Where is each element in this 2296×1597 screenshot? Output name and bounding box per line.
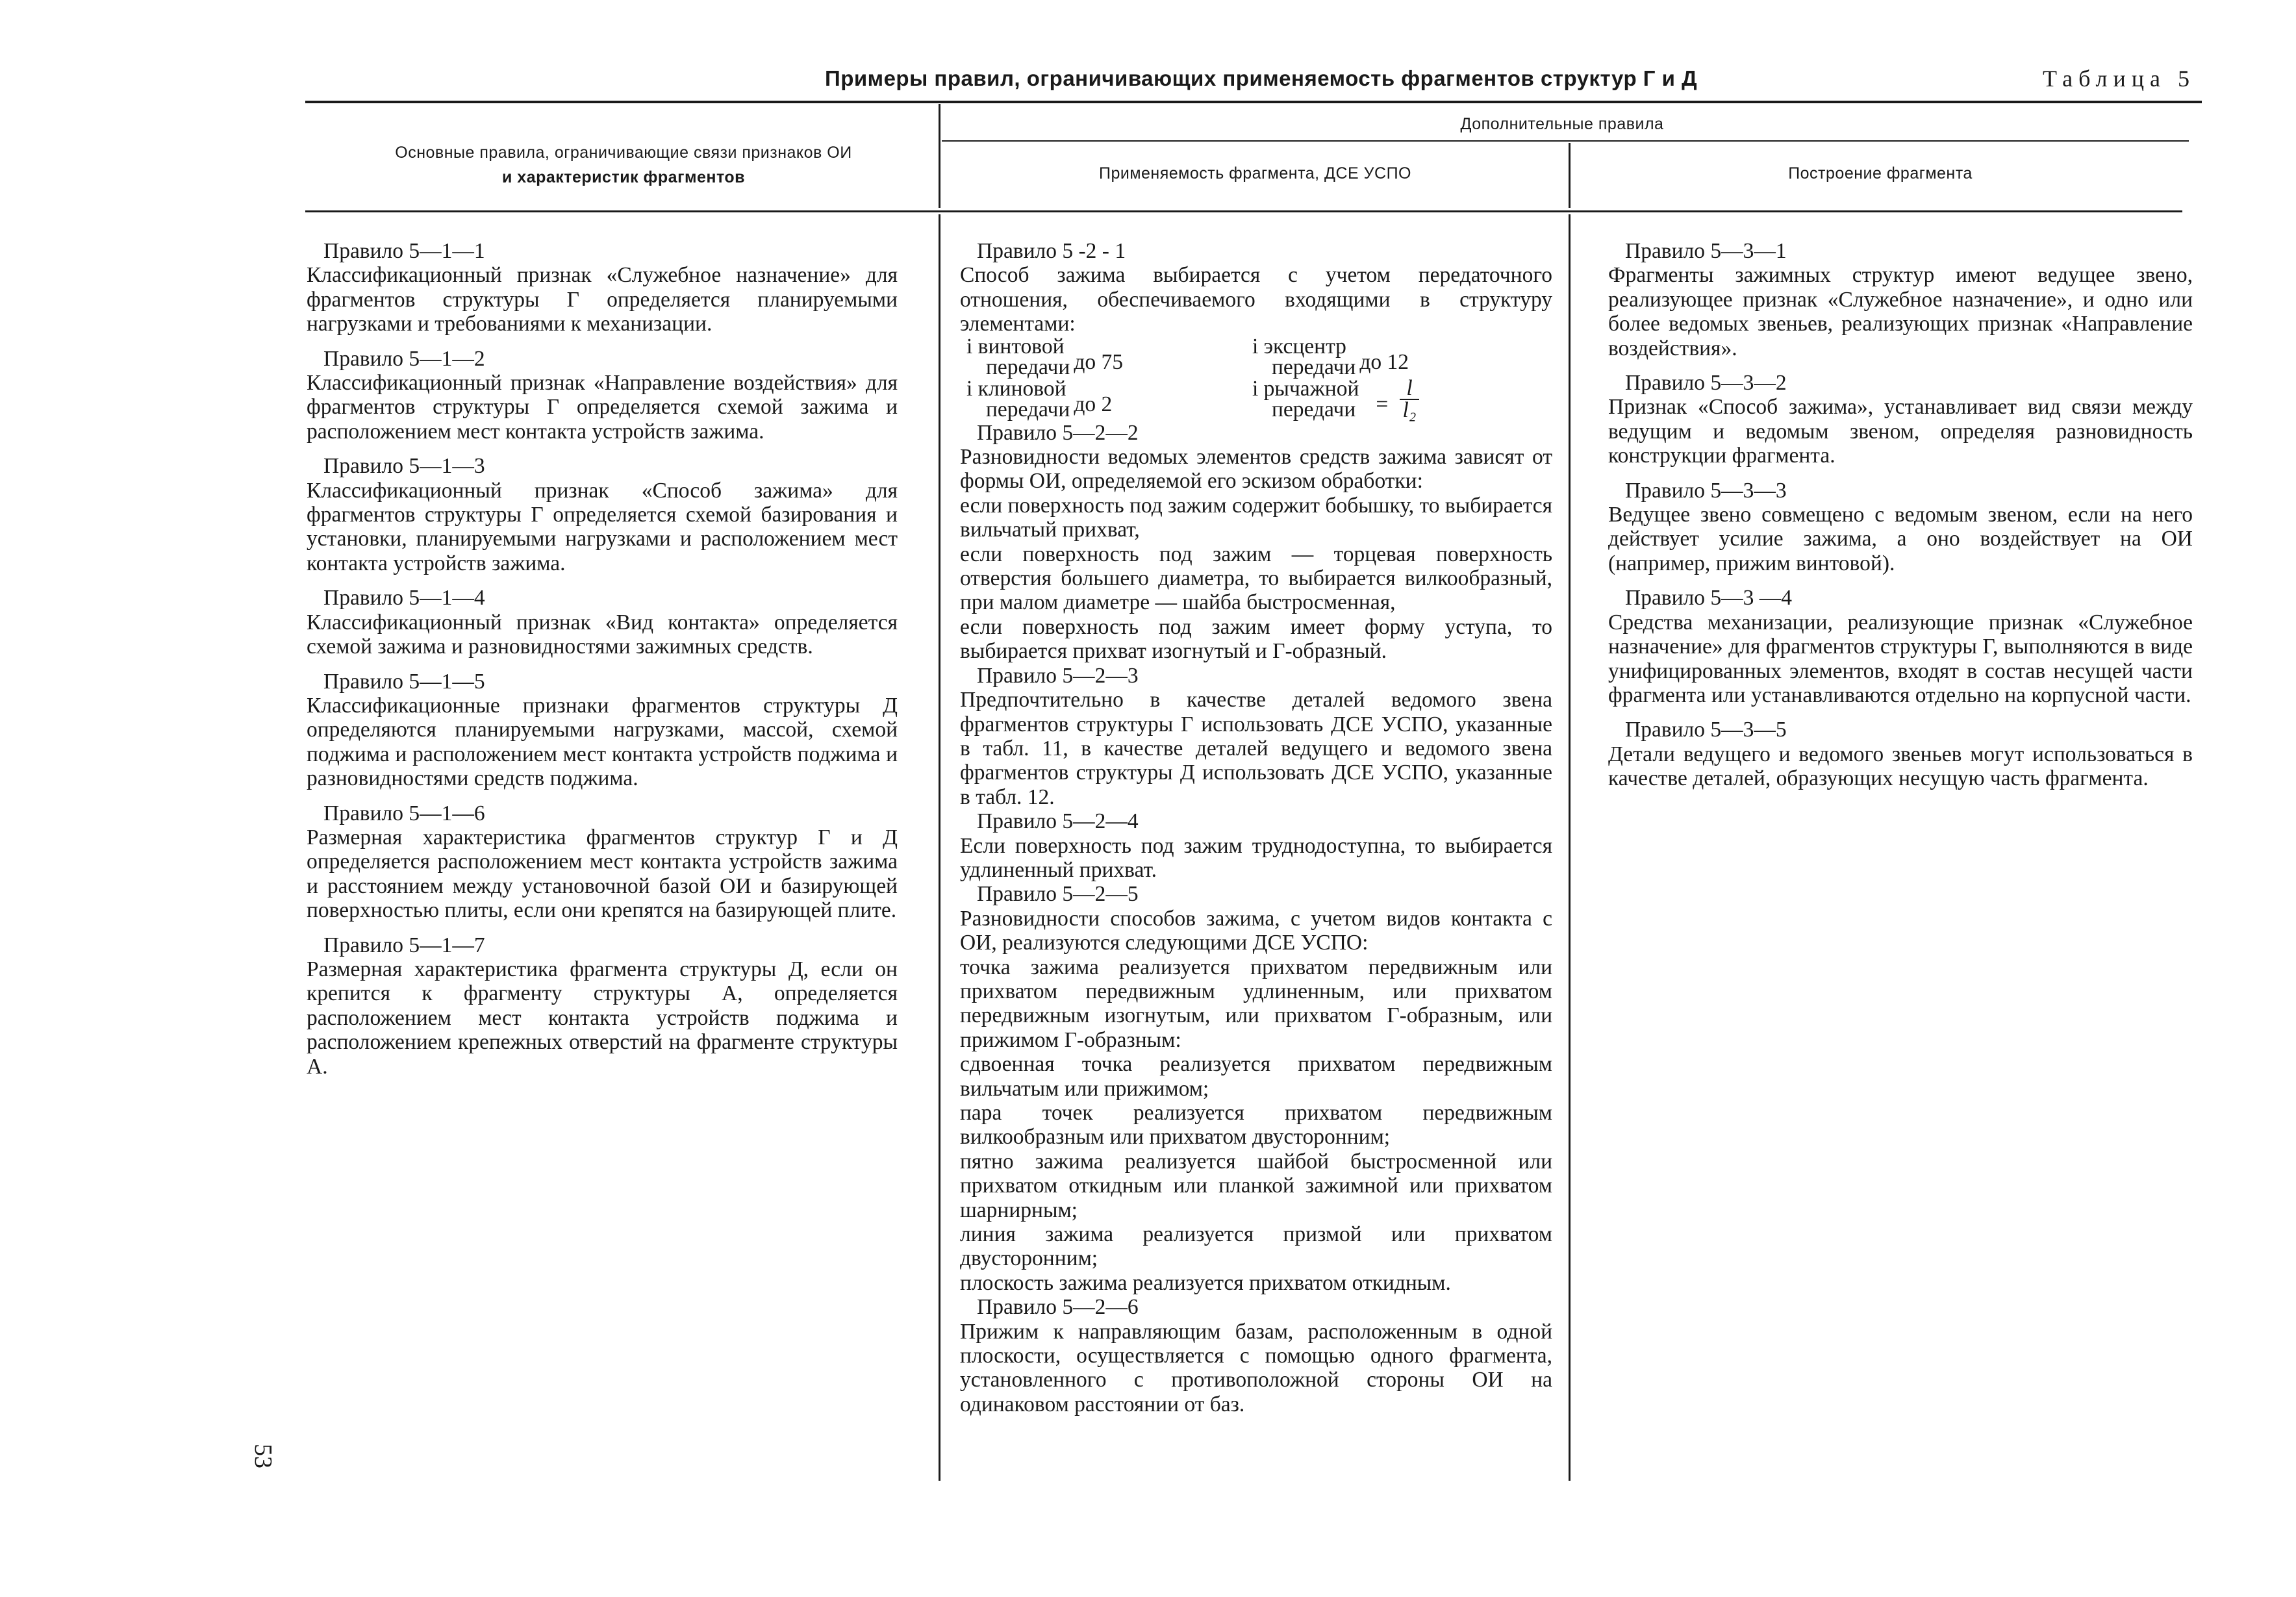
rule-5-2-5-case-1: точка зажима реализуется прихватом передвижным или прихватом передвижным удлиненным, или прихватом передвижным изогнутым, или прихватом Г-образным, или прижимом Г-образным: <box>960 955 1552 1052</box>
rule-5-1-6-title: Правило 5—1—6 <box>323 801 485 825</box>
rule-5-2-5-text: Разновидности способов зажима, с учетом видов контакта с ОИ, реализуются следующими ДСЕ УСПО: <box>960 906 1552 955</box>
ratio-lever-fraction <box>1400 375 1419 422</box>
rule-5-2-6-title: Правило 5—2—6 <box>977 1295 1139 1320</box>
ratio-wedge-value: до 2 <box>1074 392 1113 416</box>
page-number: 53 <box>249 1444 277 1468</box>
ratio-ecc-i: i эксцентр <box>1252 334 1346 358</box>
col1-header-line1: Основные правила, ограничивающие связи признаков ОИ <box>395 144 852 162</box>
extra-rules-underline <box>942 140 2189 142</box>
col1-header <box>318 140 929 190</box>
col3-header: Построение фрагмента <box>1788 164 1973 182</box>
ratio-ecc-value: до 12 <box>1359 349 1409 374</box>
rule-5-3-1-text: Фрагменты зажимных структур имеют ведущее звено, реализующее признак «Служебное назначение», и одно или более ведомых звеньев, реализующих признак «Направление воздействия». <box>1608 263 2193 360</box>
header-divider-2 <box>1569 143 1571 208</box>
rule-5-3-3-title: Правило 5—3—3 <box>1625 478 1787 503</box>
rule-5-2-1-text: Способ зажима выбирается с учетом передаточного отношения, обеспечиваемого входящими в структуру элементами: <box>960 263 1552 336</box>
rule-5-2-2-case-3: если поверхность под зажим имеет форму уступа, то выбирается прихват изогнутый и Г-образный. <box>960 614 1552 664</box>
rule-5-1-3-title: Правило 5—1—3 <box>323 454 485 479</box>
table-number: Таблица 5 <box>2043 66 2195 92</box>
header-divider-1 <box>939 104 940 208</box>
rule-5-2-2-text: Разновидности ведомых элементов средств зажима зависят от формы ОИ, определяемой его эскизом обработки: <box>960 445 1552 494</box>
rule-5-3-5-text: Детали ведущего и ведомого звеньев могут использоваться в качестве деталей, образующих несущую часть фрагмента. <box>1608 742 2193 791</box>
rule-5-1-4-title: Правило 5—1—4 <box>323 586 485 610</box>
rule-5-1-3-text: Классификационный признак «Способ зажима» для фрагментов структуры Г определяется схемой базирования и установки, планируемыми нагрузками и расположением мест контакта устройств зажима. <box>307 478 898 575</box>
rule-5-1-4-text: Классификационный признак «Вид контакта» определяется схемой зажима и разновидностями зажимных средств. <box>307 610 898 659</box>
rule-5-2-2-title: Правило 5—2—2 <box>977 420 1139 445</box>
ratio-lever-i: i рычажной <box>1252 376 1359 401</box>
ratio-eccentric <box>1252 336 1512 378</box>
rule-5-2-5-case-2: сдвоенная точка реализуется прихватом передвижным вильчатым или прижимом; <box>960 1052 1552 1101</box>
rule-5-1-1-title: Правило 5—1—1 <box>323 239 485 263</box>
col1-rules <box>307 239 898 1079</box>
rule-5-2-5-case-6: плоскость зажима реализуется прихватом откидным. <box>960 1270 1451 1295</box>
rule-5-1-2-title: Правило 5—1—2 <box>323 346 485 371</box>
gear-ratio-list <box>966 336 1552 421</box>
ratio-lever-denominator: l₂ <box>1402 397 1417 422</box>
ratio-wedge-i: i клиновой <box>966 376 1066 401</box>
rule-5-2-5-case-4: пятно зажима реализуется шайбой быстросменной или прихватом откидным или планкой зажимной или прихватом шарнирным; <box>960 1149 1552 1222</box>
rule-5-2-6-text: Прижим к направляющим базам, расположенным в одной плоскости, осуществляется с помощью одного фрагмента, установленного с противоположной стороны ОИ на одинаковом расстоянии от баз. <box>960 1319 1552 1416</box>
col3-rules <box>1608 239 2193 791</box>
ratio-screw <box>966 336 1246 378</box>
ratio-lever-name: передачи <box>1272 397 1356 421</box>
col1-header-line2: и характеристик фрагментов <box>501 168 746 186</box>
col2-rules <box>960 239 1552 1416</box>
ratio-wedge <box>966 378 1246 421</box>
rule-5-2-5-case-3: пара точек реализуется прихватом передвижным вилкообразным или прихватом двусторонним; <box>960 1101 1552 1150</box>
rule-5-3-4-title: Правило 5—3 —4 <box>1625 586 1793 610</box>
rule-5-1-2-text: Классификационный признак «Направление воздействия» для фрагментов структуры Г определяется схемой зажима и расположением мест контакта устройств зажима. <box>307 371 898 444</box>
ratio-lever-numerator: l <box>1400 378 1419 400</box>
extra-rules-header: Дополнительные правила <box>1460 115 1664 133</box>
rule-5-3-5-title: Правило 5—3—5 <box>1625 718 1787 742</box>
rule-5-1-1-text: Классификационный признак «Служебное назначение» для фрагментов структуры Г определяется планируемыми нагрузками и требованиями к механизации. <box>307 263 898 336</box>
ratio-ecc-name: передачи <box>1272 355 1356 379</box>
rule-5-2-3-text: Предпочтительно в качестве деталей ведомого звена фрагментов структуры Г использовать ДСЕ УСПО, указанные в табл. 11, в качестве деталей ведущего и ведомого звена фрагментов структуры Д использовать ДСЕ УСПО, указанные в табл. 12. <box>960 688 1552 809</box>
rule-5-2-1-title: Правило 5 -2 - 1 <box>977 239 1126 263</box>
rule-5-3-2-title: Правило 5—3—2 <box>1625 371 1787 396</box>
top-rule <box>305 101 2202 103</box>
rule-5-1-7-text: Размерная характеристика фрагмента структуры Д, если он крепится к фрагменту структуры А, определяется расположением мест контакта устройств поджима и расположением крепежных отверстий на фрагменте структуры А. <box>307 957 898 1079</box>
rule-5-2-2-case-2: если поверхность под зажим — торцевая поверхность отверстия большего диаметра, то выбирается вилкообразный, при малом диаметре — шайба быстросменная, <box>960 542 1552 615</box>
table-caption: Примеры правил, ограничивающих применяемость фрагментов структур Г и Д <box>825 66 1698 90</box>
ratio-screw-i: i винтовой <box>966 334 1065 358</box>
rule-5-1-7-title: Правило 5—1—7 <box>323 933 485 957</box>
rule-5-3-3-text: Ведущее звено совмещено с ведомым звеном, если на него действует усилие зажима, а оно воздействует на ОИ (например, прижим винтовой). <box>1608 503 2193 575</box>
col2-header: Применяемость фрагмента, ДСЕ УСПО <box>1098 164 1411 182</box>
rule-5-3-2-text: Признак «Способ зажима», устанавливает вид связи между ведущим и ведомым звеном, определяя разновидность конструкции фрагмента. <box>1608 395 2193 468</box>
ratio-screw-value: до 75 <box>1074 349 1123 374</box>
body-divider-2 <box>1569 214 1571 1481</box>
header-bottom-rule <box>305 210 2182 212</box>
rule-5-2-5-title: Правило 5—2—5 <box>977 882 1139 907</box>
rule-5-1-5-title: Правило 5—1—5 <box>323 669 485 694</box>
ratio-wedge-name: передачи <box>986 397 1070 421</box>
rule-5-3-4-text: Средства механизации, реализующие признак «Служебное назначение» для фрагментов структуры Г, выполняются в виде унифицированных элементов, входят в состав несущей части фрагмента или устанавливаются отдельно на корпусной части. <box>1608 610 2193 707</box>
rule-5-2-4-text: Если поверхность под зажим труднодоступна, то выбирается удлиненный прихват. <box>960 833 1552 882</box>
rule-5-2-3-title: Правило 5—2—3 <box>977 663 1139 688</box>
rule-5-1-6-text: Размерная характеристика фрагментов структур Г и Д определяется расположением мест контакта устройств зажима и расстоянием между установочной базой ОИ и базирующей поверхностью плиты, если они крепятся на базирующей плите. <box>307 825 898 923</box>
rule-5-2-2-case-1: если поверхность под зажим содержит бобышку, то выбирается вильчатый прихват, <box>960 493 1552 542</box>
rule-5-3-1-title: Правило 5—3—1 <box>1625 239 1787 263</box>
rule-5-2-5-case-5: линия зажима реализуется призмой или прихватом двусторонним; <box>960 1222 1552 1271</box>
body-divider-1 <box>939 214 940 1481</box>
rule-5-2-4-title: Правило 5—2—4 <box>977 809 1139 834</box>
ratio-lever-eq: = <box>1376 392 1389 416</box>
ratio-lever <box>1252 375 1512 422</box>
ratio-screw-name: передачи <box>986 355 1070 379</box>
rule-5-1-5-text: Классификационные признаки фрагментов структуры Д определяются планируемыми нагрузками, массой, схемой поджима и расположением мест контакта устройств поджима и разновидностями средств поджима. <box>307 693 898 791</box>
